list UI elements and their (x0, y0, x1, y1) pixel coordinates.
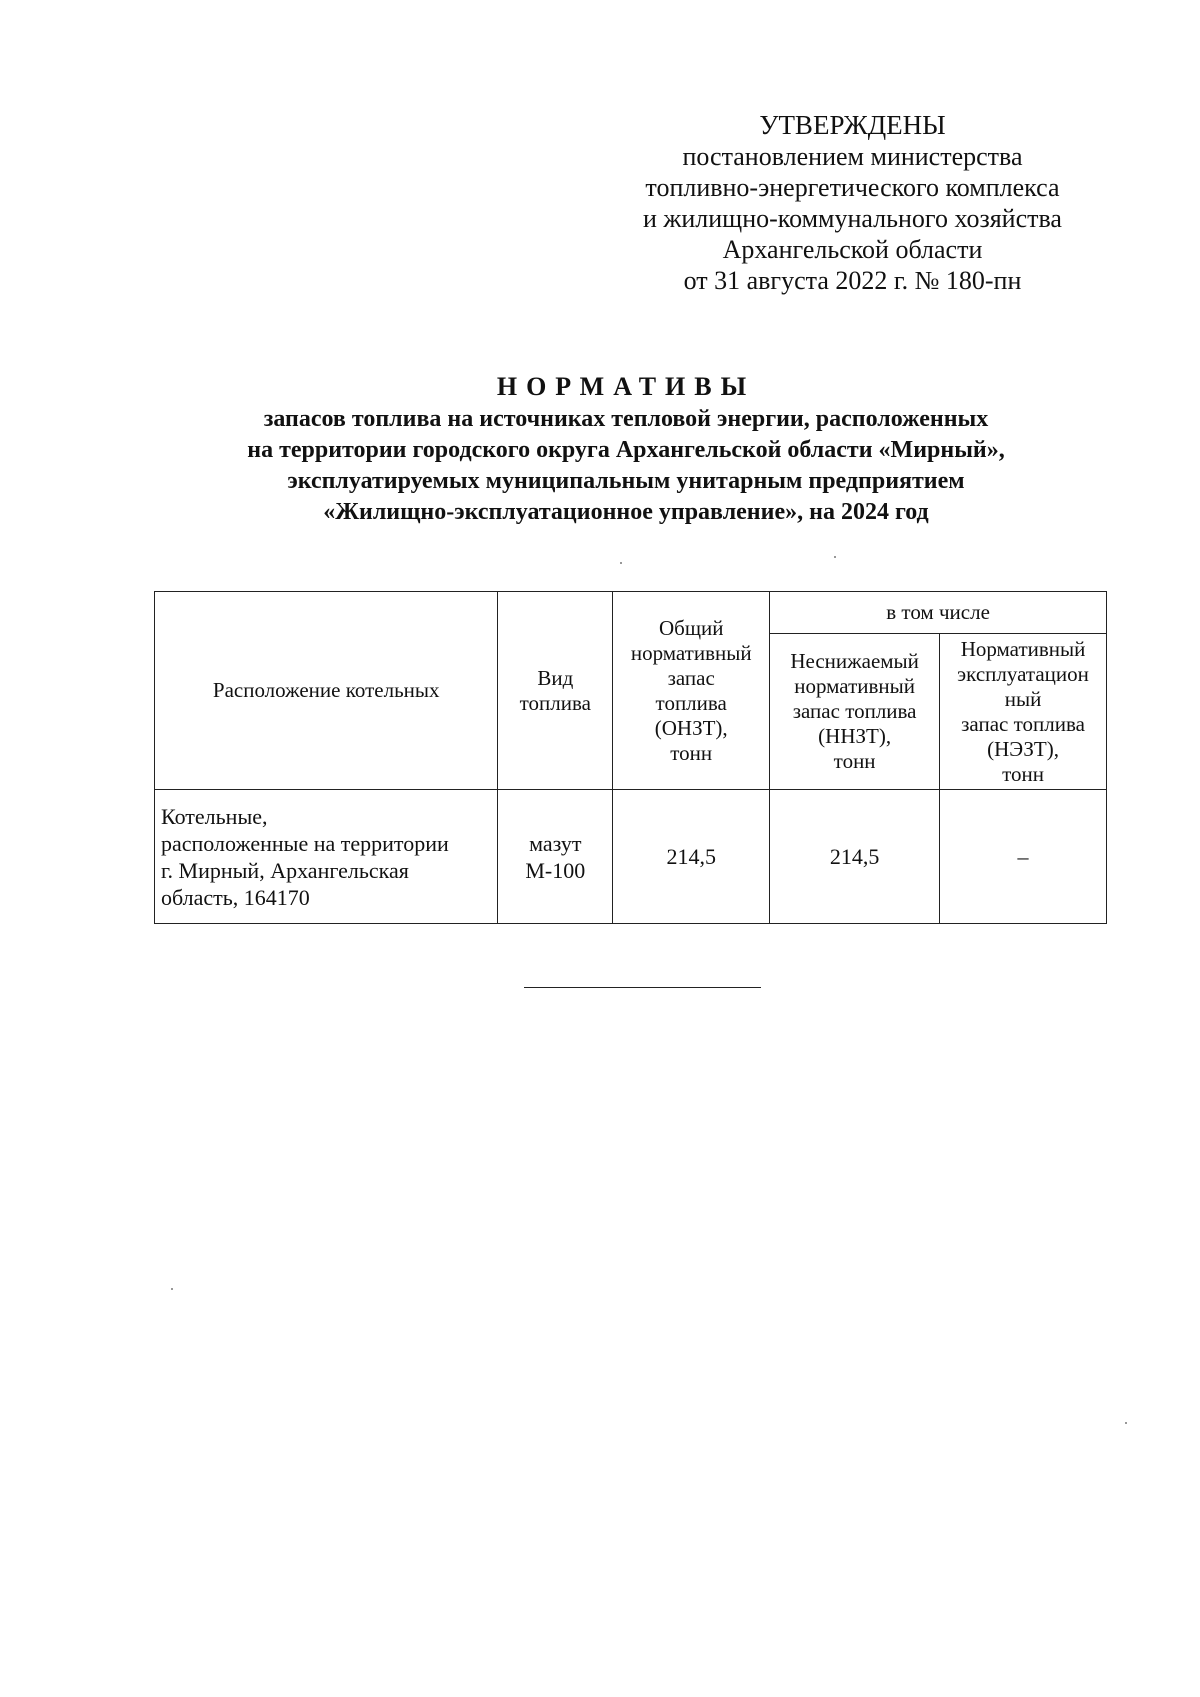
approval-block (600, 110, 1105, 296)
end-divider (524, 987, 761, 988)
approval-heading: УТВЕРЖДЕНЫ (759, 110, 946, 140)
header-fuel-type: Вид топлива (498, 592, 613, 790)
header-including: в том числе (770, 592, 1107, 634)
table-row (155, 790, 1107, 924)
header-nezt: Нормативный эксплуатацион ный запас топлива (НЭЗТ), тонн (940, 634, 1107, 790)
cell-total: 214,5 (613, 790, 770, 924)
approval-line-3: и жилищно-коммунального хозяйства (643, 204, 1062, 233)
cell-fuel-type: мазут М-100 (498, 790, 613, 924)
approval-line-2: топливно-энергетического комплекса (645, 173, 1060, 202)
scan-speck (620, 562, 622, 564)
scan-speck (1125, 1422, 1127, 1424)
scan-speck (834, 556, 836, 558)
title-line-1: запасов топлива на источниках тепловой энергии, расположенных (263, 406, 989, 432)
scan-speck (171, 1288, 173, 1290)
document-title (150, 370, 1102, 528)
cell-nezt: – (940, 790, 1107, 924)
fuel-norms-table (154, 591, 1107, 924)
cell-location: Котельные, расположенные на территории г. Мирный, Архангельская область, 164170 (155, 790, 498, 924)
header-total-reserve: Общий нормативный запас топлива (ОНЗТ), тонн (613, 592, 770, 790)
header-location: Расположение котельных (155, 592, 498, 790)
approval-line-5: от 31 августа 2022 г. № 180-пн (683, 266, 1022, 295)
title-line-3: эксплуатируемых муниципальным унитарным предприятием (287, 468, 965, 494)
title-main: НОРМАТИВЫ (496, 372, 756, 401)
table-header-row (155, 592, 1107, 634)
approval-line-1: постановлением министерства (682, 142, 1023, 171)
header-nnzt: Неснижаемый нормативный запас топлива (ННЗТ), тонн (770, 634, 940, 790)
title-line-4: «Жилищно-эксплуатационное управление», на 2024 год (323, 499, 929, 525)
cell-nnzt: 214,5 (770, 790, 940, 924)
title-line-2: на территории городского округа Архангельской области «Мирный», (247, 437, 1005, 463)
approval-line-4: Архангельской области (722, 235, 983, 264)
